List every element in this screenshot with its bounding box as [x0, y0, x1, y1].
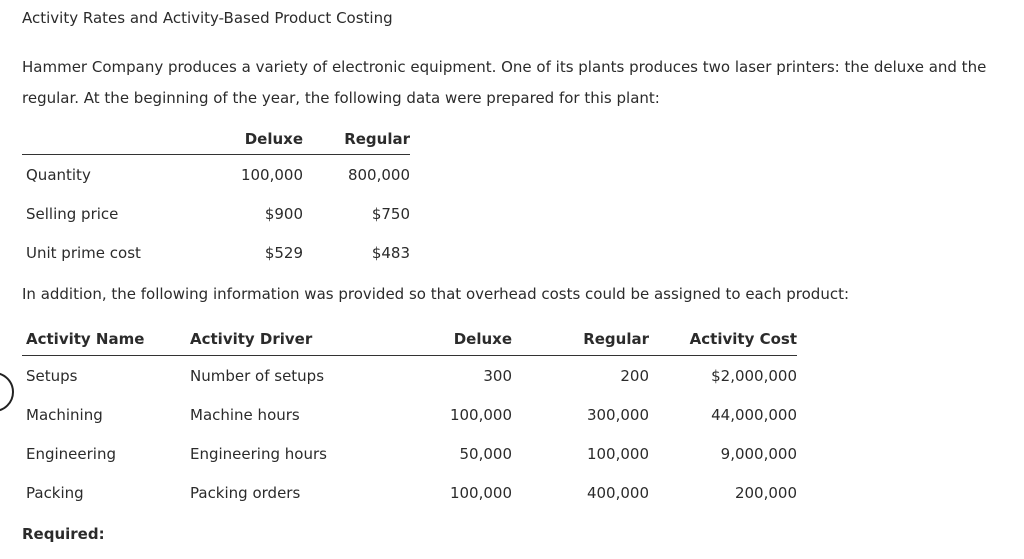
- deluxe-value: $529: [264, 243, 303, 262]
- table-row: [22, 395, 797, 434]
- activity-name: Machining: [26, 405, 103, 424]
- deluxe-value: 50,000: [459, 444, 512, 463]
- regular-value: 800,000: [347, 165, 410, 184]
- header-activity-cost: Activity Cost: [649, 322, 797, 356]
- activity-driver: Packing orders: [190, 483, 301, 502]
- partial-circle-marker: [0, 372, 14, 412]
- intro-line-1: Hammer Company produces a variety of electronic equipment. One of its plants produces two laser printers: the deluxe and the: [22, 58, 987, 76]
- activity-name: Packing: [26, 483, 84, 502]
- header-regular: Regular: [512, 322, 649, 356]
- deluxe-value: 100,000: [449, 405, 512, 424]
- regular-value: 100,000: [586, 444, 649, 463]
- table-row: [22, 473, 797, 512]
- row-label: Unit prime cost: [26, 243, 141, 262]
- activity-name: Setups: [26, 366, 78, 385]
- regular-value: 200: [620, 366, 649, 385]
- activity-cost: 44,000,000: [711, 405, 797, 424]
- table-row: [22, 356, 797, 396]
- overhead-intro-text: In addition, the following information was provided so that overhead costs could be assigned to each product:: [22, 285, 850, 303]
- deluxe-value: 300: [483, 366, 512, 385]
- header-deluxe: Deluxe: [226, 124, 303, 155]
- deluxe-value: 100,000: [449, 483, 512, 502]
- row-label: Selling price: [26, 204, 119, 223]
- table-row: [22, 194, 410, 233]
- intro-line-2: regular. At the beginning of the year, the following data were prepared for this plant:: [22, 89, 660, 107]
- header-activity-name: Activity Name: [22, 322, 190, 356]
- activity-driver: Machine hours: [190, 405, 300, 424]
- regular-value: $483: [371, 243, 410, 262]
- activity-cost: 200,000: [734, 483, 797, 502]
- activity-data-table: [22, 322, 797, 512]
- product-table-header: [22, 124, 410, 155]
- intro-paragraph: [22, 52, 1024, 114]
- header-deluxe: Deluxe: [406, 322, 512, 356]
- activity-table-header: [22, 322, 797, 356]
- table-row: [22, 233, 410, 272]
- activity-name: Engineering: [26, 444, 116, 463]
- regular-value: $750: [371, 204, 410, 223]
- activity-cost: $2,000,000: [711, 366, 797, 385]
- regular-value: 300,000: [586, 405, 649, 424]
- activity-driver: Engineering hours: [190, 444, 327, 463]
- required-heading: Required:: [22, 525, 105, 543]
- activity-cost: 9,000,000: [720, 444, 797, 463]
- deluxe-value: 100,000: [240, 165, 303, 184]
- header-regular: Regular: [303, 124, 410, 155]
- activity-driver: Number of setups: [190, 366, 325, 385]
- row-label: Quantity: [26, 165, 91, 184]
- regular-value: 400,000: [586, 483, 649, 502]
- header-activity-driver: Activity Driver: [190, 322, 406, 356]
- header-blank: [22, 124, 226, 155]
- page-title: Activity Rates and Activity-Based Product Costing: [22, 9, 393, 27]
- deluxe-value: $900: [264, 204, 303, 223]
- table-row: [22, 434, 797, 473]
- table-row: [22, 155, 410, 195]
- product-data-table: [22, 124, 410, 272]
